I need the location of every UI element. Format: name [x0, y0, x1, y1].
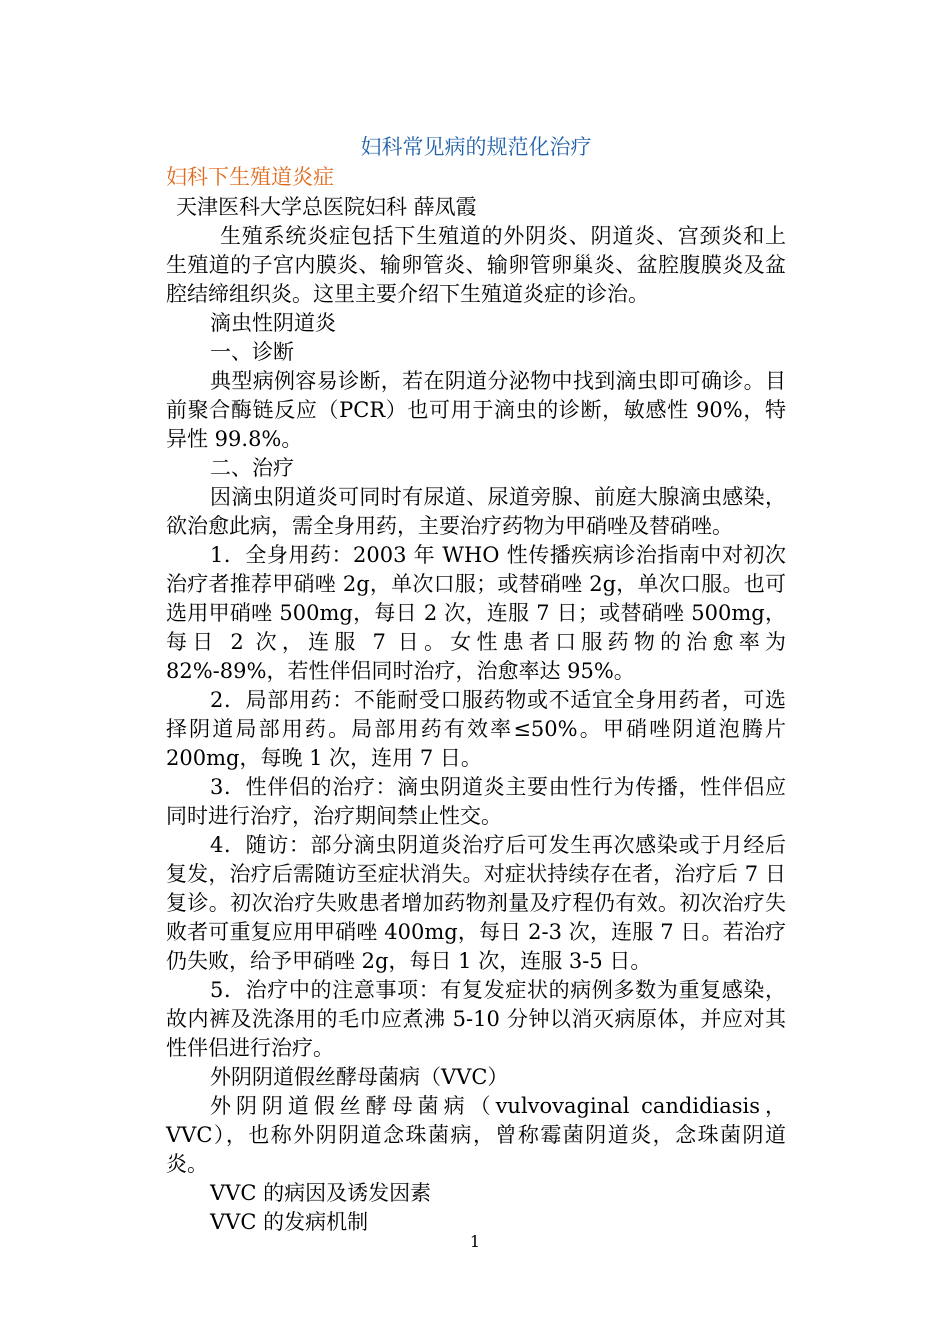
- page-number: 1: [469, 1232, 481, 1251]
- paragraph-treatment-intro: 因滴虫阴道炎可同时有尿道、尿道旁腺、前庭大腺滴虫感染，欲治愈此病，需全身用药，主要治疗药物为甲硝唑及替硝唑。: [166, 485, 786, 538]
- paragraph-partner: 3．性伴侣的治疗：滴虫阴道炎主要由性行为传播，性伴侣应同时进行治疗，治疗期间禁止性交。: [166, 775, 786, 828]
- heading-vvc-mechanism: VVC 的发病机制: [210, 1210, 369, 1234]
- paragraph-local: 2．局部用药：不能耐受口服药物或不适宜全身用药者，可选择阴道局部用药。局部用药有效率≤50%。甲硝唑阴道泡腾片 200mg，每晚 1 次，连用 7 日。: [166, 688, 786, 770]
- section-subtitle: 妇科下生殖道炎症: [166, 165, 334, 189]
- paragraph-intro: 生殖系统炎症包括下生殖道的外阴炎、阴道炎、宫颈炎和上生殖道的子宫内膜炎、输卵管炎、输卵管卵巢炎、盆腔腹膜炎及盆腔结缔组织炎。这里主要介绍下生殖道炎症的诊治。: [166, 224, 786, 306]
- paragraph-diagnosis: 典型病例容易诊断，若在阴道分泌物中找到滴虫即可确诊。目前聚合酶链反应（PCR）也可用于滴虫的诊断，敏感性 90%，特异性 99.8%。: [166, 369, 786, 451]
- author-line: 天津医科大学总医院妇科 薛凤霞: [176, 195, 477, 219]
- heading-vvc: 外阴阴道假丝酵母菌病（VVC）: [210, 1065, 509, 1089]
- heading-treatment: 二、治疗: [210, 456, 294, 480]
- document-title: 妇科常见病的规范化治疗: [360, 135, 592, 159]
- paragraph-followup: 4．随访：部分滴虫阴道炎治疗后可发生再次感染或于月经后复发，治疗后需随访至症状消失。对症状持续存在者，治疗后 7 日复诊。初次治疗失败患者增加药物剂量及疗程仍有效。初次治疗失败者可重复应用甲硝唑 400mg，每日 2-3 次，连服 7 日。若治疗仍失败，给予甲硝唑 2g，每日 1 次，连服 3-5 日。: [166, 833, 786, 973]
- paragraph-notes: 5．治疗中的注意事项：有复发症状的病例多数为重复感染，故内裤及洗涤用的毛巾应煮沸 5-10 分钟以消灭病原体，并应对其性伴侣进行治疗。: [166, 978, 786, 1060]
- paragraph-vvc: 外阴阴道假丝酵母菌病（vulvovaginal candidiasis，VVC），也称外阴阴道念珠菌病，曾称霉菌阴道炎，念珠菌阴道炎。: [166, 1094, 786, 1176]
- heading-diagnosis: 一、诊断: [210, 340, 294, 364]
- heading-trichomonas: 滴虫性阴道炎: [210, 311, 336, 335]
- document-content: [166, 132, 786, 1237]
- heading-vvc-cause: VVC 的病因及诱发因素: [210, 1181, 432, 1205]
- paragraph-systemic: 1．全身用药：2003 年 WHO 性传播疾病诊治指南中对初次治疗者推荐甲硝唑 2g，单次口服；或替硝唑 2g，单次口服。也可选用甲硝唑 500mg，每日 2 次，连服 7 日；或替硝唑 500mg，每日 2 次，连服 7 日。女性患者口服药物的治愈率为 82%-89%，若性伴侣同时治疗，治愈率达 95%。: [166, 543, 786, 683]
